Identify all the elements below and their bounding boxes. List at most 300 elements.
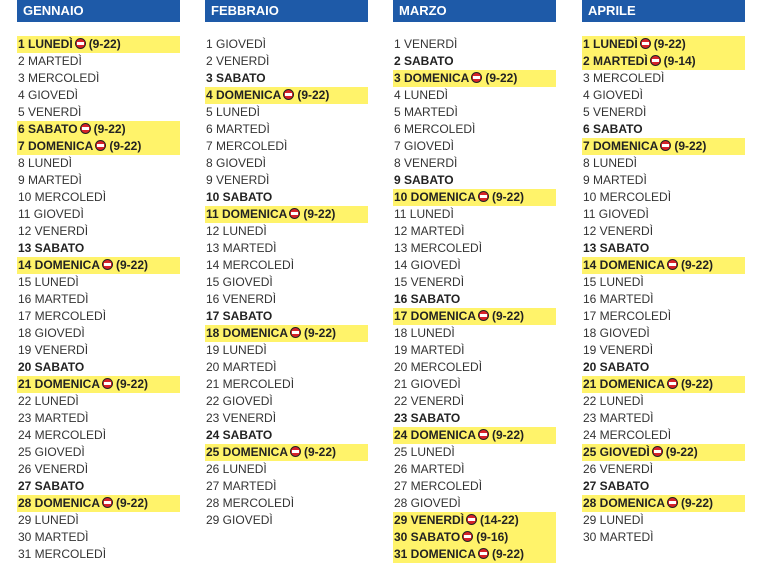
day-label: 10 DOMENICA bbox=[394, 190, 477, 204]
day-label: 12 VENERDÌ bbox=[18, 224, 89, 238]
day-hours: (9-22) bbox=[653, 37, 686, 51]
day-label: 12 VENERDÌ bbox=[583, 224, 654, 238]
day-label: 26 MARTEDÌ bbox=[394, 462, 465, 476]
day-label: 29 GIOVEDÌ bbox=[206, 513, 273, 527]
day-label: 21 DOMENICA bbox=[583, 377, 666, 391]
day-label: 27 SABATO bbox=[583, 479, 650, 493]
day-row bbox=[205, 36, 368, 53]
day-row bbox=[17, 189, 180, 206]
day-hours: (9-22) bbox=[303, 207, 336, 221]
day-row bbox=[582, 70, 745, 87]
month-header: APRILE bbox=[582, 0, 745, 22]
day-row bbox=[17, 70, 180, 87]
day-row bbox=[393, 53, 556, 70]
no-entry-traffic-sign-icon bbox=[466, 514, 477, 525]
day-row bbox=[17, 274, 180, 291]
day-row bbox=[393, 444, 556, 461]
day-label: 29 VENERDÌ bbox=[394, 513, 465, 527]
day-label: 6 SABATO bbox=[583, 122, 643, 136]
day-row bbox=[393, 359, 556, 376]
day-row bbox=[393, 393, 556, 410]
day-row bbox=[17, 87, 180, 104]
no-entry-traffic-sign-icon bbox=[80, 123, 91, 134]
day-row bbox=[205, 172, 368, 189]
day-list bbox=[393, 36, 556, 563]
no-entry-traffic-sign-icon bbox=[667, 497, 678, 508]
day-label: 25 GIOVEDÌ bbox=[583, 445, 650, 459]
day-row-highlighted bbox=[205, 87, 368, 104]
day-label: 3 SABATO bbox=[206, 71, 266, 85]
day-row bbox=[17, 410, 180, 427]
day-label: 6 MERCOLEDÌ bbox=[394, 122, 476, 136]
day-label: 21 DOMENICA bbox=[18, 377, 101, 391]
day-row bbox=[393, 172, 556, 189]
day-label: 24 MERCOLEDÌ bbox=[583, 428, 672, 442]
day-label: 25 GIOVEDÌ bbox=[18, 445, 85, 459]
day-label: 13 SABATO bbox=[18, 241, 85, 255]
no-entry-traffic-sign-icon bbox=[102, 497, 113, 508]
day-label: 11 GIOVEDÌ bbox=[583, 207, 649, 221]
day-label: 9 VENERDÌ bbox=[206, 173, 270, 187]
day-row-highlighted bbox=[582, 53, 745, 70]
day-row bbox=[205, 308, 368, 325]
day-row bbox=[205, 512, 368, 529]
day-row-highlighted bbox=[205, 444, 368, 461]
day-row bbox=[205, 410, 368, 427]
day-row-highlighted bbox=[393, 70, 556, 87]
day-label: 18 GIOVEDÌ bbox=[583, 326, 650, 340]
month-column-gennaio bbox=[17, 0, 180, 563]
month-column-febbraio bbox=[205, 0, 368, 529]
day-hours: (9-22) bbox=[116, 377, 149, 391]
day-row bbox=[582, 189, 745, 206]
day-label: 21 GIOVEDÌ bbox=[394, 377, 461, 391]
month-column-marzo bbox=[393, 0, 556, 563]
day-label: 21 MERCOLEDÌ bbox=[206, 377, 295, 391]
day-row bbox=[205, 138, 368, 155]
day-label: 22 LUNEDÌ bbox=[18, 394, 79, 408]
day-row bbox=[205, 70, 368, 87]
day-label: 28 DOMENICA bbox=[583, 496, 666, 510]
day-row bbox=[582, 240, 745, 257]
day-label: 4 DOMENICA bbox=[206, 88, 282, 102]
day-label: 16 MARTEDÌ bbox=[583, 292, 654, 306]
day-label: 2 VENERDÌ bbox=[206, 54, 270, 68]
day-label: 20 SABATO bbox=[18, 360, 85, 374]
day-row bbox=[17, 512, 180, 529]
no-entry-traffic-sign-icon bbox=[102, 259, 113, 270]
day-label: 6 SABATO bbox=[18, 122, 78, 136]
day-row bbox=[582, 104, 745, 121]
day-row bbox=[582, 172, 745, 189]
day-label: 27 MERCOLEDÌ bbox=[394, 479, 483, 493]
day-row bbox=[393, 36, 556, 53]
day-row-highlighted bbox=[393, 512, 556, 529]
day-label: 2 SABATO bbox=[394, 54, 454, 68]
day-row bbox=[393, 274, 556, 291]
no-entry-traffic-sign-icon bbox=[660, 140, 671, 151]
day-row-highlighted bbox=[582, 36, 745, 53]
no-entry-traffic-sign-icon bbox=[478, 310, 489, 321]
day-row bbox=[205, 223, 368, 240]
day-row bbox=[17, 172, 180, 189]
day-label: 2 MARTEDÌ bbox=[18, 54, 82, 68]
day-label: 30 MARTEDÌ bbox=[18, 530, 89, 544]
day-label: 3 MERCOLEDÌ bbox=[18, 71, 100, 85]
day-label: 13 MARTEDÌ bbox=[206, 241, 277, 255]
day-label: 12 MARTEDÌ bbox=[394, 224, 465, 238]
day-row-highlighted bbox=[17, 376, 180, 393]
day-row bbox=[17, 223, 180, 240]
no-entry-traffic-sign-icon bbox=[471, 72, 482, 83]
day-row bbox=[205, 461, 368, 478]
no-entry-traffic-sign-icon bbox=[75, 38, 86, 49]
day-row bbox=[393, 223, 556, 240]
day-label: 8 LUNEDÌ bbox=[583, 156, 638, 170]
day-label: 5 LUNEDÌ bbox=[206, 105, 261, 119]
day-hours: (9-22) bbox=[93, 122, 126, 136]
day-label: 10 MERCOLEDÌ bbox=[18, 190, 107, 204]
day-row bbox=[205, 121, 368, 138]
day-row bbox=[17, 53, 180, 70]
day-label: 7 GIOVEDÌ bbox=[394, 139, 455, 153]
no-entry-traffic-sign-icon bbox=[667, 378, 678, 389]
day-row bbox=[393, 325, 556, 342]
day-row bbox=[17, 325, 180, 342]
day-row bbox=[205, 359, 368, 376]
day-label: 22 GIOVEDÌ bbox=[206, 394, 273, 408]
no-entry-traffic-sign-icon bbox=[462, 531, 473, 542]
day-row bbox=[205, 240, 368, 257]
day-label: 4 GIOVEDÌ bbox=[583, 88, 644, 102]
day-label: 12 LUNEDÌ bbox=[206, 224, 267, 238]
no-entry-traffic-sign-icon bbox=[478, 429, 489, 440]
day-label: 4 LUNEDÌ bbox=[394, 88, 449, 102]
day-label: 20 MARTEDÌ bbox=[206, 360, 277, 374]
day-row bbox=[582, 87, 745, 104]
day-row bbox=[582, 427, 745, 444]
day-hours: (9-22) bbox=[297, 88, 330, 102]
day-row-highlighted bbox=[393, 529, 556, 546]
day-label: 30 MARTEDÌ bbox=[583, 530, 654, 544]
day-label: 20 SABATO bbox=[583, 360, 650, 374]
day-list bbox=[205, 36, 368, 529]
day-label: 9 MARTEDÌ bbox=[583, 173, 647, 187]
no-entry-traffic-sign-icon bbox=[478, 548, 489, 559]
day-row bbox=[393, 206, 556, 223]
day-hours: (9-22) bbox=[485, 71, 518, 85]
no-entry-traffic-sign-icon bbox=[290, 446, 301, 457]
day-row bbox=[205, 376, 368, 393]
day-row-highlighted bbox=[582, 138, 745, 155]
day-row bbox=[205, 189, 368, 206]
day-label: 28 GIOVEDÌ bbox=[394, 496, 461, 510]
day-label: 10 MERCOLEDÌ bbox=[583, 190, 672, 204]
day-label: 19 LUNEDÌ bbox=[206, 343, 267, 357]
day-row-highlighted bbox=[393, 189, 556, 206]
day-row bbox=[17, 308, 180, 325]
day-row-highlighted bbox=[582, 376, 745, 393]
day-row bbox=[17, 291, 180, 308]
day-row bbox=[582, 461, 745, 478]
day-hours: (9-22) bbox=[304, 326, 337, 340]
day-label: 14 GIOVEDÌ bbox=[394, 258, 461, 272]
day-row bbox=[582, 274, 745, 291]
day-label: 9 SABATO bbox=[394, 173, 454, 187]
no-entry-traffic-sign-icon bbox=[640, 38, 651, 49]
day-label: 9 MARTEDÌ bbox=[18, 173, 82, 187]
day-row bbox=[582, 478, 745, 495]
day-label: 17 MERCOLEDÌ bbox=[18, 309, 107, 323]
day-row bbox=[17, 206, 180, 223]
day-label: 27 SABATO bbox=[18, 479, 85, 493]
day-row bbox=[205, 274, 368, 291]
no-entry-traffic-sign-icon bbox=[290, 327, 301, 338]
day-label: 17 SABATO bbox=[206, 309, 273, 323]
day-row bbox=[17, 342, 180, 359]
day-row bbox=[17, 240, 180, 257]
day-row bbox=[17, 461, 180, 478]
day-row bbox=[393, 138, 556, 155]
day-label: 1 VENERDÌ bbox=[394, 37, 458, 51]
day-label: 25 LUNEDÌ bbox=[394, 445, 455, 459]
day-label: 18 LUNEDÌ bbox=[394, 326, 455, 340]
day-label: 19 VENERDÌ bbox=[18, 343, 89, 357]
month-header: GENNAIO bbox=[17, 0, 180, 22]
day-label: 24 MERCOLEDÌ bbox=[18, 428, 107, 442]
day-row bbox=[393, 121, 556, 138]
day-row-highlighted bbox=[205, 325, 368, 342]
day-label: 28 MERCOLEDÌ bbox=[206, 496, 295, 510]
month-header: FEBBRAIO bbox=[205, 0, 368, 22]
day-label: 31 DOMENICA bbox=[394, 547, 477, 561]
day-row bbox=[393, 376, 556, 393]
day-hours: (9-14) bbox=[663, 54, 696, 68]
day-label: 4 GIOVEDÌ bbox=[18, 88, 79, 102]
day-label: 8 GIOVEDÌ bbox=[206, 156, 267, 170]
day-label: 11 GIOVEDÌ bbox=[18, 207, 84, 221]
day-row bbox=[582, 223, 745, 240]
day-label: 25 DOMENICA bbox=[206, 445, 289, 459]
day-row bbox=[17, 104, 180, 121]
day-label: 15 GIOVEDÌ bbox=[206, 275, 273, 289]
day-row bbox=[393, 495, 556, 512]
day-label: 3 DOMENICA bbox=[394, 71, 470, 85]
day-label: 3 MERCOLEDÌ bbox=[583, 71, 665, 85]
day-label: 27 MARTEDÌ bbox=[206, 479, 277, 493]
month-column-aprile bbox=[582, 0, 745, 546]
day-label: 29 LUNEDÌ bbox=[583, 513, 644, 527]
day-label: 23 MARTEDÌ bbox=[18, 411, 89, 425]
day-hours: (9-22) bbox=[109, 139, 142, 153]
day-label: 1 LUNEDÌ bbox=[583, 37, 638, 51]
day-label: 8 LUNEDÌ bbox=[18, 156, 73, 170]
day-row bbox=[582, 291, 745, 308]
day-hours: (9-22) bbox=[492, 547, 525, 561]
day-label: 24 SABATO bbox=[206, 428, 273, 442]
day-row-highlighted bbox=[393, 546, 556, 563]
day-row bbox=[582, 155, 745, 172]
day-label: 16 SABATO bbox=[394, 292, 461, 306]
day-row bbox=[17, 359, 180, 376]
day-label: 20 MERCOLEDÌ bbox=[394, 360, 483, 374]
day-hours: (9-22) bbox=[665, 445, 698, 459]
day-label: 26 LUNEDÌ bbox=[206, 462, 267, 476]
day-label: 2 MARTEDÌ bbox=[583, 54, 648, 68]
day-label: 15 VENERDÌ bbox=[394, 275, 465, 289]
day-row-highlighted bbox=[582, 444, 745, 461]
day-hours: (9-22) bbox=[681, 258, 714, 272]
day-label: 17 DOMENICA bbox=[394, 309, 477, 323]
day-hours: (9-16) bbox=[476, 530, 509, 544]
day-row bbox=[205, 478, 368, 495]
day-list bbox=[582, 36, 745, 546]
day-label: 7 DOMENICA bbox=[18, 139, 94, 153]
day-row bbox=[393, 240, 556, 257]
day-row-highlighted bbox=[17, 121, 180, 138]
day-label: 30 SABATO bbox=[394, 530, 461, 544]
day-label: 11 DOMENICA bbox=[206, 207, 288, 221]
day-row bbox=[17, 529, 180, 546]
day-row bbox=[205, 257, 368, 274]
day-row bbox=[393, 104, 556, 121]
day-label: 13 SABATO bbox=[583, 241, 650, 255]
day-label: 8 VENERDÌ bbox=[394, 156, 458, 170]
day-row bbox=[205, 427, 368, 444]
day-row bbox=[17, 393, 180, 410]
day-row bbox=[582, 308, 745, 325]
day-row bbox=[205, 155, 368, 172]
day-row bbox=[205, 495, 368, 512]
day-hours: (9-22) bbox=[492, 428, 525, 442]
day-row bbox=[582, 359, 745, 376]
day-row bbox=[393, 257, 556, 274]
no-entry-traffic-sign-icon bbox=[650, 55, 661, 66]
day-row bbox=[582, 410, 745, 427]
day-row-highlighted bbox=[17, 138, 180, 155]
day-row bbox=[582, 512, 745, 529]
day-label: 7 DOMENICA bbox=[583, 139, 659, 153]
day-label: 15 LUNEDÌ bbox=[18, 275, 79, 289]
no-entry-traffic-sign-icon bbox=[283, 89, 294, 100]
day-label: 10 SABATO bbox=[206, 190, 273, 204]
no-entry-traffic-sign-icon bbox=[289, 208, 300, 219]
day-label: 1 LUNEDÌ bbox=[18, 37, 73, 51]
day-label: 23 VENERDÌ bbox=[206, 411, 277, 425]
day-row-highlighted bbox=[17, 36, 180, 53]
day-label: 23 MARTEDÌ bbox=[583, 411, 654, 425]
day-label: 18 GIOVEDÌ bbox=[18, 326, 85, 340]
day-row bbox=[393, 410, 556, 427]
day-hours: (9-22) bbox=[116, 258, 149, 272]
day-label: 19 MARTEDÌ bbox=[394, 343, 465, 357]
day-row-highlighted bbox=[17, 257, 180, 274]
day-label: 5 VENERDÌ bbox=[18, 105, 82, 119]
day-row bbox=[582, 206, 745, 223]
day-row bbox=[393, 155, 556, 172]
day-row bbox=[582, 342, 745, 359]
day-label: 7 MERCOLEDÌ bbox=[206, 139, 288, 153]
day-hours: (14-22) bbox=[480, 513, 519, 527]
day-label: 28 DOMENICA bbox=[18, 496, 101, 510]
day-row bbox=[582, 529, 745, 546]
day-row-highlighted bbox=[582, 495, 745, 512]
day-label: 16 VENERDÌ bbox=[206, 292, 277, 306]
day-label: 22 LUNEDÌ bbox=[583, 394, 644, 408]
day-label: 26 VENERDÌ bbox=[583, 462, 654, 476]
day-label: 13 MERCOLEDÌ bbox=[394, 241, 483, 255]
day-row-highlighted bbox=[582, 257, 745, 274]
day-row bbox=[17, 444, 180, 461]
day-label: 17 MERCOLEDÌ bbox=[583, 309, 672, 323]
day-row-highlighted bbox=[393, 427, 556, 444]
day-hours: (9-22) bbox=[492, 309, 525, 323]
day-row bbox=[17, 478, 180, 495]
day-label: 19 VENERDÌ bbox=[583, 343, 654, 357]
day-hours: (9-22) bbox=[116, 496, 149, 510]
day-label: 29 LUNEDÌ bbox=[18, 513, 79, 527]
day-label: 22 VENERDÌ bbox=[394, 394, 465, 408]
day-label: 18 DOMENICA bbox=[206, 326, 289, 340]
no-entry-traffic-sign-icon bbox=[652, 446, 663, 457]
day-row bbox=[17, 427, 180, 444]
day-label: 16 MARTEDÌ bbox=[18, 292, 89, 306]
day-row bbox=[393, 461, 556, 478]
day-row bbox=[393, 342, 556, 359]
day-hours: (9-22) bbox=[674, 139, 707, 153]
no-entry-traffic-sign-icon bbox=[95, 140, 106, 151]
day-row bbox=[17, 546, 180, 563]
day-label: 5 VENERDÌ bbox=[583, 105, 647, 119]
day-row bbox=[205, 393, 368, 410]
day-label: 14 DOMENICA bbox=[18, 258, 101, 272]
day-row bbox=[205, 104, 368, 121]
day-hours: (9-22) bbox=[681, 377, 714, 391]
day-hours: (9-22) bbox=[304, 445, 337, 459]
day-row-highlighted bbox=[393, 308, 556, 325]
day-label: 26 VENERDÌ bbox=[18, 462, 89, 476]
day-row bbox=[582, 393, 745, 410]
day-row bbox=[393, 478, 556, 495]
day-label: 14 MERCOLEDÌ bbox=[206, 258, 295, 272]
day-label: 5 MARTEDÌ bbox=[394, 105, 458, 119]
day-label: 1 GIOVEDÌ bbox=[206, 37, 267, 51]
no-entry-traffic-sign-icon bbox=[478, 191, 489, 202]
day-label: 15 LUNEDÌ bbox=[583, 275, 644, 289]
day-list bbox=[17, 36, 180, 563]
day-hours: (9-22) bbox=[681, 496, 714, 510]
day-row-highlighted bbox=[205, 206, 368, 223]
day-label: 6 MARTEDÌ bbox=[206, 122, 270, 136]
no-entry-traffic-sign-icon bbox=[102, 378, 113, 389]
day-row bbox=[393, 291, 556, 308]
day-row bbox=[205, 291, 368, 308]
day-row bbox=[393, 87, 556, 104]
day-row bbox=[205, 53, 368, 70]
day-row bbox=[17, 155, 180, 172]
day-label: 11 LUNEDÌ bbox=[394, 207, 454, 221]
no-entry-traffic-sign-icon bbox=[667, 259, 678, 270]
day-label: 24 DOMENICA bbox=[394, 428, 477, 442]
month-header: MARZO bbox=[393, 0, 556, 22]
day-row bbox=[205, 342, 368, 359]
day-label: 31 MERCOLEDÌ bbox=[18, 547, 107, 561]
day-label: 23 SABATO bbox=[394, 411, 461, 425]
day-hours: (9-22) bbox=[492, 190, 525, 204]
day-label: 14 DOMENICA bbox=[583, 258, 666, 272]
day-row-highlighted bbox=[17, 495, 180, 512]
day-hours: (9-22) bbox=[88, 37, 121, 51]
